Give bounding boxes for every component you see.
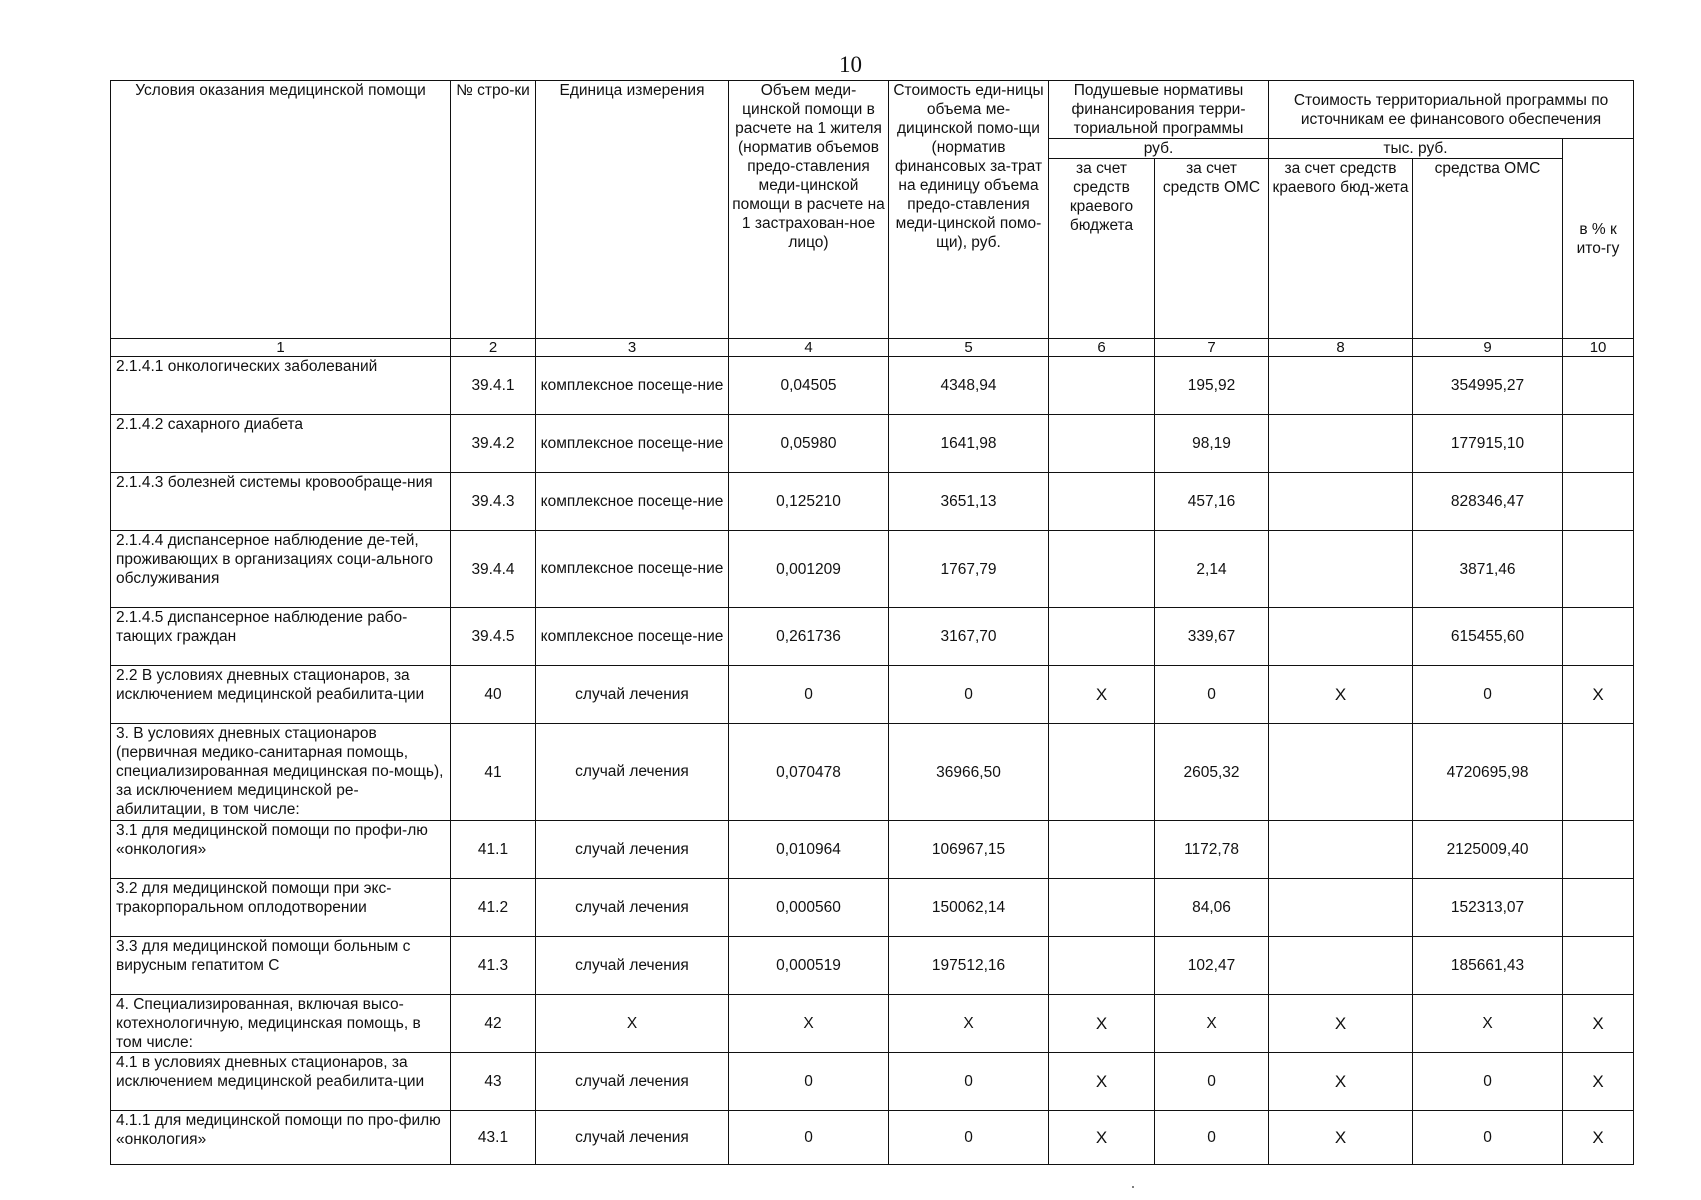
row-oms-per-capita: 2,14 <box>1155 531 1269 608</box>
row-unit-cost: 1641,98 <box>889 415 1049 473</box>
col-number: 10 <box>1563 339 1634 357</box>
row-line-number: 39.4.5 <box>451 608 536 666</box>
row-oms-cost: 3871,46 <box>1413 531 1563 608</box>
row-unit-cost: Х <box>889 995 1049 1053</box>
row-volume: 0 <box>729 1053 889 1111</box>
row-unit-cost: 3167,70 <box>889 608 1049 666</box>
row-percent <box>1563 937 1634 995</box>
row-condition: 2.1.4.2 сахарного диабета <box>111 415 451 473</box>
table-row <box>111 724 1634 821</box>
row-oms-cost: 177915,10 <box>1413 415 1563 473</box>
row-unit-cost: 150062,14 <box>889 879 1049 937</box>
row-oms-per-capita: 102,47 <box>1155 937 1269 995</box>
row-condition: 2.1.4.1 онкологических заболеваний <box>111 357 451 415</box>
row-line-number: 39.4.3 <box>451 473 536 531</box>
header-unit: Единица измерения <box>536 81 729 339</box>
row-unit: случай лечения <box>536 821 729 879</box>
row-percent: Х <box>1563 1111 1634 1165</box>
row-oms-cost: 615455,60 <box>1413 608 1563 666</box>
row-condition: 2.2 В условиях дневных стационаров, за исключением медицинской реабилита-ции <box>111 666 451 724</box>
row-oms-cost: Х <box>1413 995 1563 1053</box>
table-row <box>111 1111 1634 1165</box>
row-budget-cost <box>1269 608 1413 666</box>
row-budget-per-capita <box>1049 879 1155 937</box>
row-budget-cost: Х <box>1269 666 1413 724</box>
col-number: 8 <box>1269 339 1413 357</box>
row-unit-cost: 106967,15 <box>889 821 1049 879</box>
header-thous-rub: тыс. руб. <box>1269 139 1563 159</box>
row-budget-cost <box>1269 724 1413 821</box>
row-line-number: 41.1 <box>451 821 536 879</box>
row-line-number: 39.4.1 <box>451 357 536 415</box>
col-number: 3 <box>536 339 729 357</box>
row-oms-cost: 0 <box>1413 1053 1563 1111</box>
row-condition: 2.1.4.3 болезней системы кровообраще-ния <box>111 473 451 531</box>
row-oms-cost: 0 <box>1413 1111 1563 1165</box>
row-budget-cost <box>1269 821 1413 879</box>
row-line-number: 41.3 <box>451 937 536 995</box>
row-budget-per-capita: Х <box>1049 1053 1155 1111</box>
table-row <box>111 357 1634 415</box>
row-oms-cost: 4720695,98 <box>1413 724 1563 821</box>
row-unit: комплексное посеще-ние <box>536 357 729 415</box>
row-line-number: 39.4.4 <box>451 531 536 608</box>
row-volume: 0,001209 <box>729 531 889 608</box>
row-unit-cost: 197512,16 <box>889 937 1049 995</box>
row-unit-cost: 0 <box>889 666 1049 724</box>
row-unit: случай лечения <box>536 879 729 937</box>
row-unit: случай лечения <box>536 937 729 995</box>
row-budget-per-capita <box>1049 531 1155 608</box>
row-percent: Х <box>1563 1053 1634 1111</box>
table-header <box>111 81 1634 357</box>
row-condition: 3.1 для медицинской помощи по профи-лю «онкология» <box>111 821 451 879</box>
header-percent: в % к ито-гу <box>1563 139 1634 339</box>
row-budget-cost <box>1269 531 1413 608</box>
row-unit-cost: 4348,94 <box>889 357 1049 415</box>
row-line-number: 43 <box>451 1053 536 1111</box>
row-budget-cost <box>1269 415 1413 473</box>
row-oms-per-capita: 0 <box>1155 1111 1269 1165</box>
row-percent <box>1563 608 1634 666</box>
row-budget-per-capita <box>1049 415 1155 473</box>
row-unit: случай лечения <box>536 666 729 724</box>
row-unit-cost: 0 <box>889 1053 1049 1111</box>
row-percent <box>1563 724 1634 821</box>
row-percent <box>1563 531 1634 608</box>
row-volume: 0 <box>729 666 889 724</box>
table-row <box>111 531 1634 608</box>
row-oms-cost: 2125009,40 <box>1413 821 1563 879</box>
row-budget-per-capita <box>1049 937 1155 995</box>
header-rub: руб. <box>1049 139 1269 159</box>
row-volume: Х <box>729 995 889 1053</box>
row-percent <box>1563 821 1634 879</box>
row-percent: Х <box>1563 666 1634 724</box>
col-number: 4 <box>729 339 889 357</box>
row-budget-per-capita <box>1049 608 1155 666</box>
row-budget-per-capita <box>1049 724 1155 821</box>
row-oms-per-capita: Х <box>1155 995 1269 1053</box>
col-number: 1 <box>111 339 451 357</box>
financing-table <box>110 80 1634 1165</box>
header-per-capita: Подушевые нормативы финансирования терри-ториальной программы <box>1049 81 1269 139</box>
col-number: 5 <box>889 339 1049 357</box>
row-volume: 0,000560 <box>729 879 889 937</box>
row-volume: 0,010964 <box>729 821 889 879</box>
table-row <box>111 995 1634 1053</box>
row-line-number: 40 <box>451 666 536 724</box>
header-program-cost: Стоимость территориальной программы по источникам ее финансового обеспечения <box>1269 81 1634 139</box>
row-oms-per-capita: 1172,78 <box>1155 821 1269 879</box>
row-budget-cost <box>1269 879 1413 937</box>
header-volume: Объем меди-цинской помощи в расчете на 1 жителя (норматив объемов предо-ставления меди-цинской помощи в расчете на 1 застрахован-ное лицо) <box>729 81 889 339</box>
row-oms-per-capita: 2605,32 <box>1155 724 1269 821</box>
row-percent: Х <box>1563 995 1634 1053</box>
row-condition: 3.2 для медицинской помощи при экс-тракорпоральном оплодотворении <box>111 879 451 937</box>
row-percent <box>1563 415 1634 473</box>
row-line-number: 43.1 <box>451 1111 536 1165</box>
row-budget-cost: Х <box>1269 1111 1413 1165</box>
table-row <box>111 1053 1634 1111</box>
row-condition: 3. В условиях дневных стационаров (первичная медико-санитарная помощь, специализированная медицинская по-мощь), за исключением медицинской ре-абилитации, в том числе: <box>111 724 451 821</box>
header-oms-cost: средства ОМС <box>1413 159 1563 339</box>
row-oms-per-capita: 84,06 <box>1155 879 1269 937</box>
row-unit: случай лечения <box>536 1111 729 1165</box>
row-condition: 2.1.4.5 диспансерное наблюдение рабо-тающих граждан <box>111 608 451 666</box>
table-row <box>111 608 1634 666</box>
row-oms-cost: 354995,27 <box>1413 357 1563 415</box>
row-budget-per-capita <box>1049 357 1155 415</box>
row-unit: Х <box>536 995 729 1053</box>
row-unit: случай лечения <box>536 724 729 821</box>
header-unit-cost: Стоимость еди-ницы объема ме-дицинской помо-щи (норматив финансовых за-трат на единицу объема предо-ставления меди-цинской помо-щи), руб. <box>889 81 1049 339</box>
row-oms-cost: 185661,43 <box>1413 937 1563 995</box>
row-unit: комплексное посеще-ние <box>536 531 729 608</box>
row-percent <box>1563 357 1634 415</box>
row-oms-per-capita: 0 <box>1155 666 1269 724</box>
row-unit-cost: 36966,50 <box>889 724 1049 821</box>
col-number: 7 <box>1155 339 1269 357</box>
scan-speck <box>1132 1186 1134 1188</box>
row-volume: 0 <box>729 1111 889 1165</box>
row-volume: 0,125210 <box>729 473 889 531</box>
row-unit-cost: 1767,79 <box>889 531 1049 608</box>
header-conditions: Условия оказания медицинской помощи <box>111 81 451 339</box>
table-row <box>111 821 1634 879</box>
header-budget-per-capita: за счет средств краевого бюджета <box>1049 159 1155 339</box>
row-condition: 4.1 в условиях дневных стационаров, за исключением медицинской реабилита-ции <box>111 1053 451 1111</box>
row-unit: случай лечения <box>536 1053 729 1111</box>
row-condition: 2.1.4.4 диспансерное наблюдение де-тей, проживающих в организациях соци-ального обслуживания <box>111 531 451 608</box>
row-volume: 0,261736 <box>729 608 889 666</box>
table-row <box>111 473 1634 531</box>
row-budget-per-capita: Х <box>1049 1111 1155 1165</box>
row-budget-cost: Х <box>1269 995 1413 1053</box>
row-oms-cost: 0 <box>1413 666 1563 724</box>
col-number: 6 <box>1049 339 1155 357</box>
row-line-number: 42 <box>451 995 536 1053</box>
row-budget-per-capita <box>1049 821 1155 879</box>
row-budget-per-capita: Х <box>1049 666 1155 724</box>
table-row <box>111 415 1634 473</box>
row-unit-cost: 0 <box>889 1111 1049 1165</box>
table-row <box>111 879 1634 937</box>
row-condition: 3.3 для медицинской помощи больным с вирусным гепатитом С <box>111 937 451 995</box>
page-number: 10 <box>839 52 862 77</box>
row-unit: комплексное посеще-ние <box>536 608 729 666</box>
row-budget-cost: Х <box>1269 1053 1413 1111</box>
row-oms-per-capita: 457,16 <box>1155 473 1269 531</box>
row-volume: 0,000519 <box>729 937 889 995</box>
row-percent <box>1563 473 1634 531</box>
row-budget-per-capita: Х <box>1049 995 1155 1053</box>
row-budget-cost <box>1269 937 1413 995</box>
row-budget-cost <box>1269 473 1413 531</box>
row-line-number: 41 <box>451 724 536 821</box>
row-oms-cost: 152313,07 <box>1413 879 1563 937</box>
row-volume: 0,05980 <box>729 415 889 473</box>
row-oms-per-capita: 0 <box>1155 1053 1269 1111</box>
row-oms-per-capita: 98,19 <box>1155 415 1269 473</box>
row-volume: 0,070478 <box>729 724 889 821</box>
col-number: 9 <box>1413 339 1563 357</box>
row-unit: комплексное посеще-ние <box>536 415 729 473</box>
row-oms-per-capita: 195,92 <box>1155 357 1269 415</box>
row-volume: 0,04505 <box>729 357 889 415</box>
row-budget-cost <box>1269 357 1413 415</box>
row-line-number: 39.4.2 <box>451 415 536 473</box>
row-condition: 4.1.1 для медицинской помощи по про-филю «онкология» <box>111 1111 451 1165</box>
table-row <box>111 937 1634 995</box>
col-number: 2 <box>451 339 536 357</box>
row-condition: 4. Специализированная, включая высо-котехнологичную, медицинская помощь, в том числе: <box>111 995 451 1053</box>
row-oms-cost: 828346,47 <box>1413 473 1563 531</box>
header-oms-per-capita: за счет средств ОМС <box>1155 159 1269 339</box>
row-unit: комплексное посеще-ние <box>536 473 729 531</box>
table-row <box>111 666 1634 724</box>
row-unit-cost: 3651,13 <box>889 473 1049 531</box>
header-budget-cost: за счет средств краевого бюд-жета <box>1269 159 1413 339</box>
row-percent <box>1563 879 1634 937</box>
row-line-number: 41.2 <box>451 879 536 937</box>
row-oms-per-capita: 339,67 <box>1155 608 1269 666</box>
row-budget-per-capita <box>1049 473 1155 531</box>
table-body <box>111 357 1634 1165</box>
header-line-number: № стро-ки <box>451 81 536 339</box>
